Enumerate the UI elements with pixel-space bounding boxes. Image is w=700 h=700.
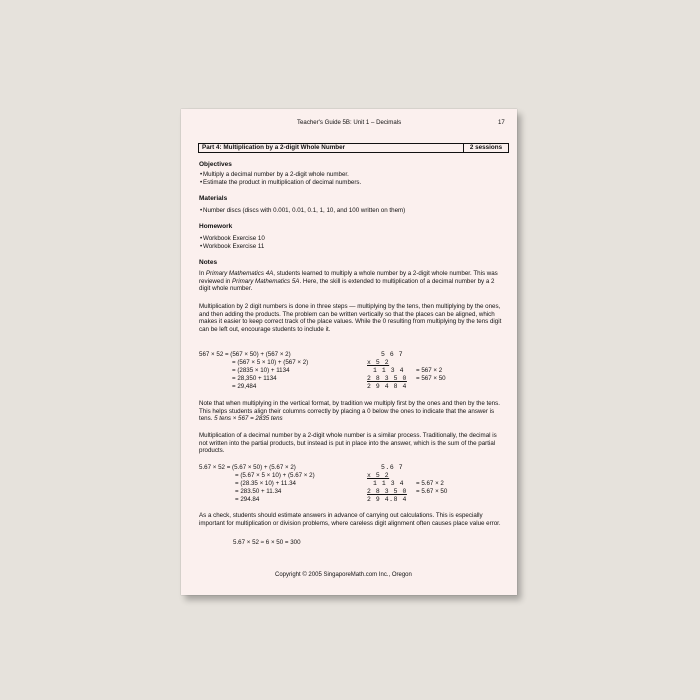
homework-heading: Homework	[199, 223, 233, 230]
calc2-vertical-note-1: = 5.67 × 2	[416, 480, 444, 487]
notes-heading: Notes	[199, 259, 218, 266]
objective-item: • Estimate the product in multiplication of decimal numbers.	[203, 179, 361, 187]
calc2-line: = (28.35 × 10) + 11.34	[235, 480, 296, 487]
calc1-line: 567 × 52 = (567 × 50) + (567 × 2)	[199, 351, 291, 358]
estimate-line: 5.67 × 52 ≈ 6 × 50 = 300	[233, 539, 301, 546]
calc1-vertical-note-2: = 567 × 50	[416, 375, 446, 382]
calc1-line: = 29,484	[232, 383, 257, 390]
calc1-line: = (567 × 5 × 10) + (567 × 2)	[232, 359, 309, 366]
calc2-vertical-partial-2: 2 8 3 5 0	[367, 488, 407, 495]
calc1-vertical-note-1: = 567 × 2	[416, 367, 443, 374]
copyright-footer: Copyright © 2005 SingaporeMath.com Inc., Oregon	[275, 572, 412, 578]
calc1-vertical-partial-1: 1 1 3 4	[373, 367, 405, 374]
notes-paragraph-1: In Primary Mathematics 4A, students learned to multiply a whole number by a 2-digit whole number. This was reviewed in Primary Mathematics 5A. Here, the skill is extended to multiplication of a decimal number by a 2 digit whole number.	[199, 270, 498, 293]
homework-item: • Workbook Exercise 10	[203, 235, 265, 243]
part-title-box	[198, 143, 509, 153]
page-number: 17	[498, 119, 505, 126]
notes-paragraph-2: Multiplication by 2 digit numbers is done in three steps — multiplying by the tens, then multiplying by the ones, and then adding the products. The problem can be written vertically so that the places can be aligned, which makes it easier to keep correct track of the place values. While the 0 resulting from multiplying by the tens digit can be left out, encourage students to include it.	[199, 303, 502, 333]
running-header: Teacher's Guide 5B: Unit 1 – Decimals	[297, 119, 402, 126]
document-page	[181, 109, 517, 595]
calc2-vertical-top: 5.6 7	[381, 464, 404, 471]
calc2-vertical-note-2: = 5.67 × 50	[416, 488, 448, 495]
calc2-vertical-mult: x 5 2	[367, 472, 390, 479]
notes-paragraph-4: Multiplication of a decimal number by a 2-digit whole number is a similar process. Traditionally, the decimal is not written into the partial products, but instead is put in place into the answer, which is the sum of the partial products.	[199, 432, 497, 455]
calc2-vertical-partial-1: 1 1 3 4	[373, 480, 405, 487]
calc2-line: 5.67 × 52 = (5.67 × 50) + (5.67 × 2)	[199, 464, 296, 471]
materials-item: • Number discs (discs with 0.001, 0.01, 0.1, 1, 10, and 100 written on them)	[203, 207, 405, 215]
calc2-line: = 283.50 + 11.34	[235, 488, 282, 495]
calc2-vertical-sum: 2 9 4.8 4	[367, 496, 407, 503]
calc1-line: = (2835 × 10) + 1134	[232, 367, 290, 374]
calc1-vertical-top: 5 6 7	[381, 351, 404, 358]
calc1-vertical-mult: x 5 2	[367, 359, 390, 366]
objectives-heading: Objectives	[199, 161, 232, 168]
homework-item: • Workbook Exercise 11	[203, 243, 264, 251]
sessions-label: 2 sessions	[463, 143, 508, 153]
notes-paragraph-3: Note that when multiplying in the vertical format, by tradition we multiply first by the ones and then by the tens. This helps students align their columns correctly by placing a 0 below the ones to indicate that the answer is tens. 5 tens × 567 = 2835 tens	[199, 400, 500, 423]
notes-paragraph-5: As a check, students should estimate answers in advance of carrying out calculations. This is especially important for multiplication or division problems, where careless digit alignment often causes place value error.	[199, 512, 501, 527]
materials-heading: Materials	[199, 195, 228, 202]
objective-item: • Multiply a decimal number by a 2-digit whole number.	[203, 171, 349, 179]
part-title: Part 4: Multiplication by a 2-digit Whole Number	[202, 144, 346, 151]
calc2-line: = 294.84	[235, 496, 260, 503]
calc1-line: = 28,350 + 1134	[232, 375, 277, 382]
calc1-vertical-partial-2: 2 8 3 5 0	[367, 375, 407, 382]
calc1-vertical-sum: 2 9 4 8 4	[367, 383, 407, 390]
calc2-line: = (5.67 × 5 × 10) + (5.67 × 2)	[235, 472, 315, 479]
